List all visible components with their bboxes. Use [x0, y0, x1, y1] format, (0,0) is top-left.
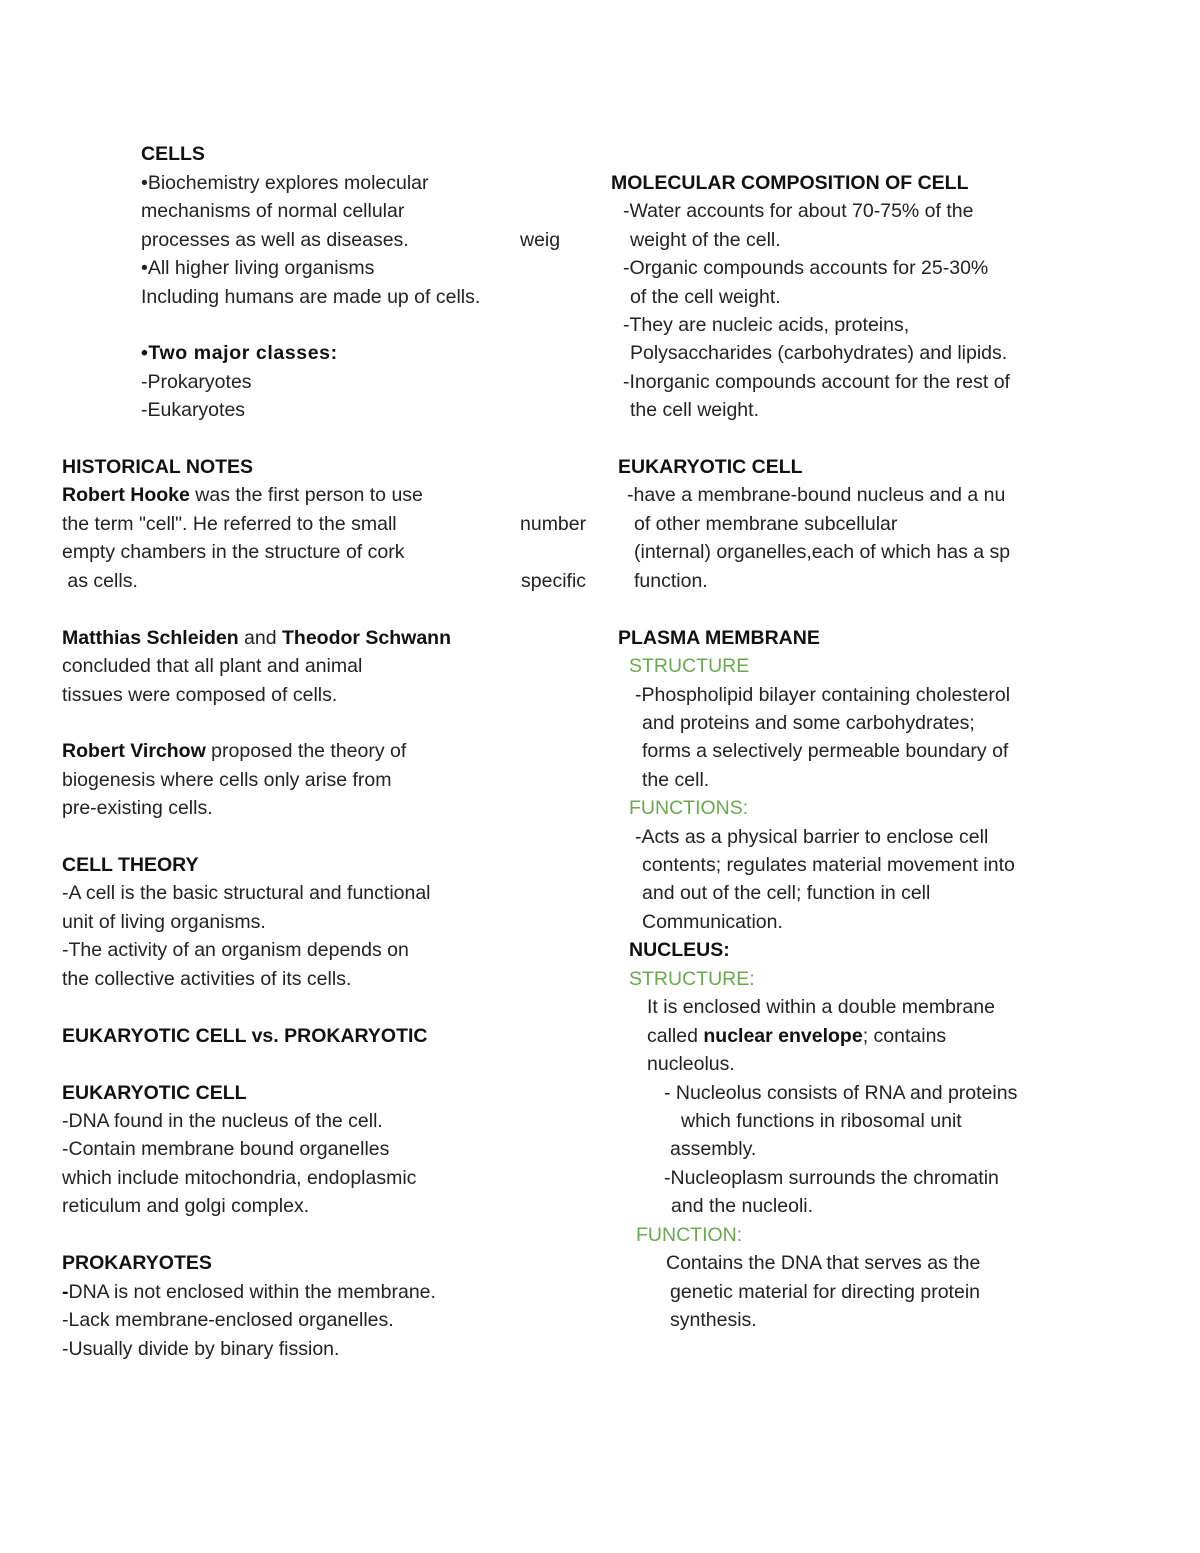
left-eukaryotic-line-3: which include mitochondria, endoplasmic	[62, 1167, 417, 1189]
stray-fragment-number: number	[520, 513, 587, 535]
schleiden-schwann-line-1	[62, 626, 451, 650]
nucleus-structure-line-4: - Nucleolus consists of RNA and proteins	[664, 1082, 1018, 1104]
hooke-line-2: the term "cell". He referred to the small	[62, 513, 397, 535]
and-word: and	[238, 627, 282, 649]
schleiden-line-2: concluded that all plant and animal	[62, 655, 363, 677]
nucleus-function-line-1: Contains the DNA that serves as the	[666, 1252, 981, 1274]
nucleus-structure-line-5: which functions in ribosomal unit	[681, 1110, 962, 1132]
prokaryotes-heading: PROKARYOTES	[62, 1252, 212, 1274]
nucleus-function-label: FUNCTION:	[636, 1224, 743, 1246]
schleiden-line-3: tissues were composed of cells.	[62, 684, 338, 706]
virchow-line-1-text: proposed the theory of	[205, 740, 407, 762]
nucleus-function-line-2: genetic material for directing protein	[670, 1281, 980, 1303]
right-eukaryotic-line-2: of other membrane subcellular	[634, 513, 898, 535]
nucleus-structure-line-3: nucleolus.	[647, 1053, 735, 1075]
molecular-line-5: -They are nucleic acids, proteins,	[623, 314, 910, 336]
virchow-name: Robert Virchow	[62, 740, 206, 762]
plasma-membrane-function-line-2: contents; regulates material movement into	[642, 854, 1015, 876]
prokaryotes-line-2: -Lack membrane-enclosed organelles.	[62, 1309, 394, 1331]
molecular-line-1: -Water accounts for about 70-75% of the	[623, 200, 974, 222]
cell-theory-line-3: -The activity of an organism depends on	[62, 939, 409, 961]
stray-fragment-specific: specific	[521, 570, 587, 592]
nucleus-structure-line-7: -Nucleoplasm surrounds the chromatin	[664, 1167, 999, 1189]
left-eukaryotic-line-2: -Contain membrane bound organelles	[62, 1138, 390, 1160]
hooke-name: Robert Hooke	[62, 484, 190, 506]
hooke-line-1	[62, 483, 423, 507]
left-eukaryotic-line-1: -DNA found in the nucleus of the cell.	[62, 1110, 383, 1132]
right-eukaryotic-line-3: (internal) organelles,each of which has a sp	[634, 541, 1011, 563]
nucleus-structure-line-2-pre: called	[647, 1025, 704, 1047]
plasma-membrane-structure-line-2: and proteins and some carbohydrates;	[642, 712, 975, 734]
plasma-membrane-function-line-1: -Acts as a physical barrier to enclose cell	[635, 826, 989, 848]
nucleus-function-line-3: synthesis.	[670, 1309, 757, 1331]
prokaryotes-line-3: -Usually divide by binary fission.	[62, 1338, 340, 1360]
cells-bullet-1-line-2: mechanisms of normal cellular	[141, 200, 405, 222]
nuclear-envelope-term: nuclear envelope	[703, 1025, 863, 1047]
plasma-membrane-structure-label: STRUCTURE	[629, 655, 750, 677]
plasma-membrane-structure-line-3: forms a selectively permeable boundary of	[642, 740, 1009, 762]
prokaryotes-line-1-dash: -	[62, 1281, 69, 1303]
molecular-line-4: of the cell weight.	[630, 286, 781, 308]
hooke-line-3: empty chambers in the structure of cork	[62, 541, 405, 563]
hooke-line-1-text: was the first person to use	[189, 484, 423, 506]
cells-bullet-2-line-2: Including humans are made up of cells.	[141, 286, 481, 308]
plasma-membrane-function-line-4: Communication.	[642, 911, 783, 933]
nucleus-structure-line-1: It is enclosed within a double membrane	[647, 996, 995, 1018]
virchow-line-3: pre-existing cells.	[62, 797, 213, 819]
virchow-line-2: biogenesis where cells only arise from	[62, 769, 392, 791]
nucleus-structure-line-8: and the nucleoli.	[671, 1195, 814, 1217]
eukaryotic-vs-prokaryotic-heading: EUKARYOTIC CELL vs. PROKARYOTIC	[62, 1025, 428, 1047]
nucleus-structure-line-2-post: ; contains	[862, 1025, 947, 1047]
cells-bullet-1-line-3: processes as well as diseases.	[141, 229, 409, 251]
nucleus-structure-label: STRUCTURE:	[629, 968, 755, 990]
plasma-membrane-functions-label: FUNCTIONS:	[629, 797, 749, 819]
cell-theory-line-2: unit of living organisms.	[62, 911, 266, 933]
right-eukaryotic-heading: EUKARYOTIC CELL	[618, 456, 803, 478]
schleiden-name: Matthias Schleiden	[62, 627, 239, 649]
cell-theory-line-1: -A cell is the basic structural and functional	[62, 882, 431, 904]
nucleus-structure-line-2	[647, 1024, 946, 1048]
historical-notes-heading: HISTORICAL NOTES	[62, 456, 254, 478]
prokaryotes-line-1	[62, 1280, 436, 1304]
molecular-line-8: the cell weight.	[630, 399, 759, 421]
right-eukaryotic-line-1: -have a membrane-bound nucleus and a nu	[627, 484, 1006, 506]
prokaryotes-line-1-text: DNA is not enclosed within the membrane.	[68, 1281, 436, 1303]
schwann-name: Theodor Schwann	[282, 627, 452, 649]
stray-fragment-weig: weig	[520, 229, 561, 251]
cells-heading: CELLS	[141, 143, 205, 165]
cells-bullet-1-line-1: •Biochemistry explores molecular	[141, 172, 429, 194]
plasma-membrane-function-line-3: and out of the cell; function in cell	[642, 882, 931, 904]
class-eukaryotes: -Eukaryotes	[141, 399, 246, 421]
molecular-composition-heading: MOLECULAR COMPOSITION OF CELL	[611, 172, 969, 194]
left-eukaryotic-heading: EUKARYOTIC CELL	[62, 1082, 247, 1104]
virchow-line-1	[62, 739, 406, 763]
cells-bullet-2-line-1: •All higher living organisms	[141, 257, 375, 279]
plasma-membrane-structure-line-1: -Phospholipid bilayer containing cholesterol	[635, 684, 1011, 706]
class-prokaryotes: -Prokaryotes	[141, 371, 252, 393]
hooke-line-4: as cells.	[62, 570, 138, 592]
cell-theory-line-4: the collective activities of its cells.	[62, 968, 352, 990]
right-eukaryotic-line-4: function.	[634, 570, 708, 592]
two-major-classes: •Two major classes:	[141, 342, 338, 364]
cell-theory-heading: CELL THEORY	[62, 854, 199, 876]
left-eukaryotic-line-4: reticulum and golgi complex.	[62, 1195, 310, 1217]
molecular-line-2: weight of the cell.	[630, 229, 781, 251]
nucleus-structure-line-6: assembly.	[670, 1138, 757, 1160]
molecular-line-6: Polysaccharides (carbohydrates) and lipids.	[630, 342, 1008, 364]
molecular-line-7: -Inorganic compounds account for the rest of	[623, 371, 1010, 393]
nucleus-heading: NUCLEUS:	[629, 939, 730, 961]
molecular-line-3: -Organic compounds accounts for 25-30%	[623, 257, 989, 279]
plasma-membrane-structure-line-4: the cell.	[642, 769, 710, 791]
plasma-membrane-heading: PLASMA MEMBRANE	[618, 627, 820, 649]
